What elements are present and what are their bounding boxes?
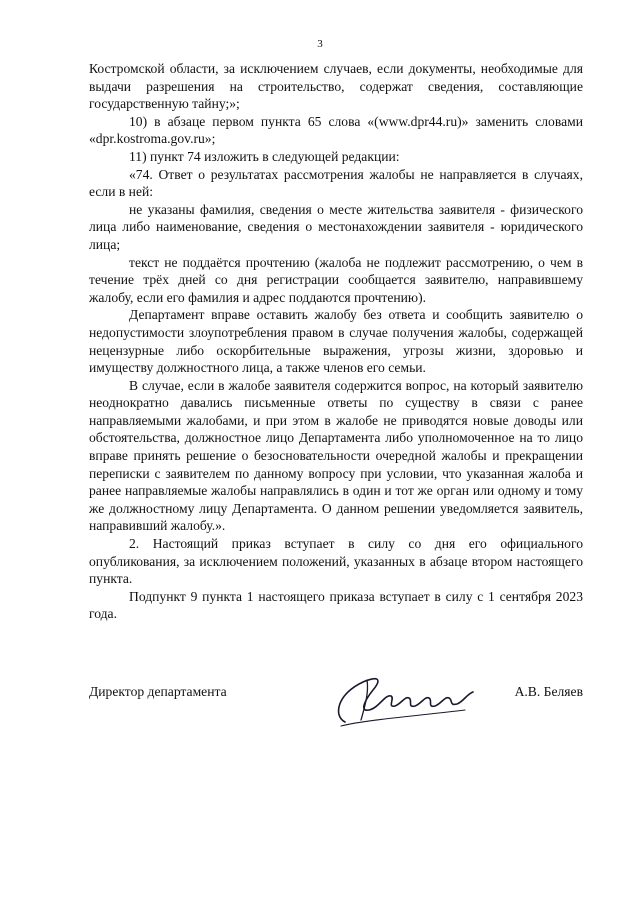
paragraph: «74. Ответ о результатах рассмотрения жалобы не направляется в случаях, если в ней:	[89, 166, 583, 200]
paragraph: В случае, если в жалобе заявителя содержится вопрос, на который заявителю неоднократно давались письменные ответы по существу в связи с ранее направляемыми жалобами, и при этом в жалобе не приводятся новые доводы или обстоятельства, должностное лицо Департамента либо уполномоченное на то лицо вправе принять решение о безосновательности очередной жалобы и прекращении переписки с заявителем по данному вопросу при условии, что указанная жалоба и ранее направляемые жалобы направлялись в один и тот же орган или одному и тому же должностному лицу Департамента. О данном решении уведомляется заявитель, направивший жалобу.».	[89, 377, 583, 534]
signatory-name: А.В. Беляев	[514, 684, 583, 699]
paragraph: Костромской области, за исключением случаев, если документы, необходимые для выдачи разрешения на строительство, содержат сведения, составляющие государственную тайну;»;	[89, 61, 583, 112]
paragraph: 2. Настоящий приказ вступает в силу со дня его официального опубликования, за исключением положений, указанных в абзаце втором настоящего пункта.	[89, 536, 583, 587]
paragraph: Департамент вправе оставить жалобу без ответа и сообщить заявителю о недопустимости злоупотребления правом в случае получения жалобы, содержащей нецензурные либо оскорбительные выражения, угрозы жизни, здоровью и имуществу должностного лица, а также членов его семьи.	[89, 307, 583, 376]
paragraph: 11) пункт 74 изложить в следующей редакции:	[129, 148, 400, 164]
paragraph: текст не поддаётся прочтению (жалоба не подлежит рассмотрению, о чем в течение трёх дней со дня регистрации сообщается заявителю, направившему жалобу, если его фамилия и адрес поддаются прочтению).	[89, 254, 583, 305]
document-body	[89, 60, 583, 623]
page-number: 3	[317, 38, 323, 50]
handwritten-signature	[325, 664, 485, 734]
paragraph: не указаны фамилия, сведения о месте жительства заявителя - физического лица либо наименование, сведения о местонахождении заявителя - юридического лица;	[89, 201, 583, 252]
signature-block	[89, 684, 583, 744]
paragraph: 10) в абзаце первом пункта 65 слова «(www.dpr44.ru)» заменить словами «dpr.kostroma.gov.ru»;	[89, 113, 583, 147]
signatory-position: Директор департамента	[89, 684, 227, 699]
paragraph: Подпункт 9 пункта 1 настоящего приказа вступает в силу с 1 сентября 2023 года.	[89, 588, 583, 622]
